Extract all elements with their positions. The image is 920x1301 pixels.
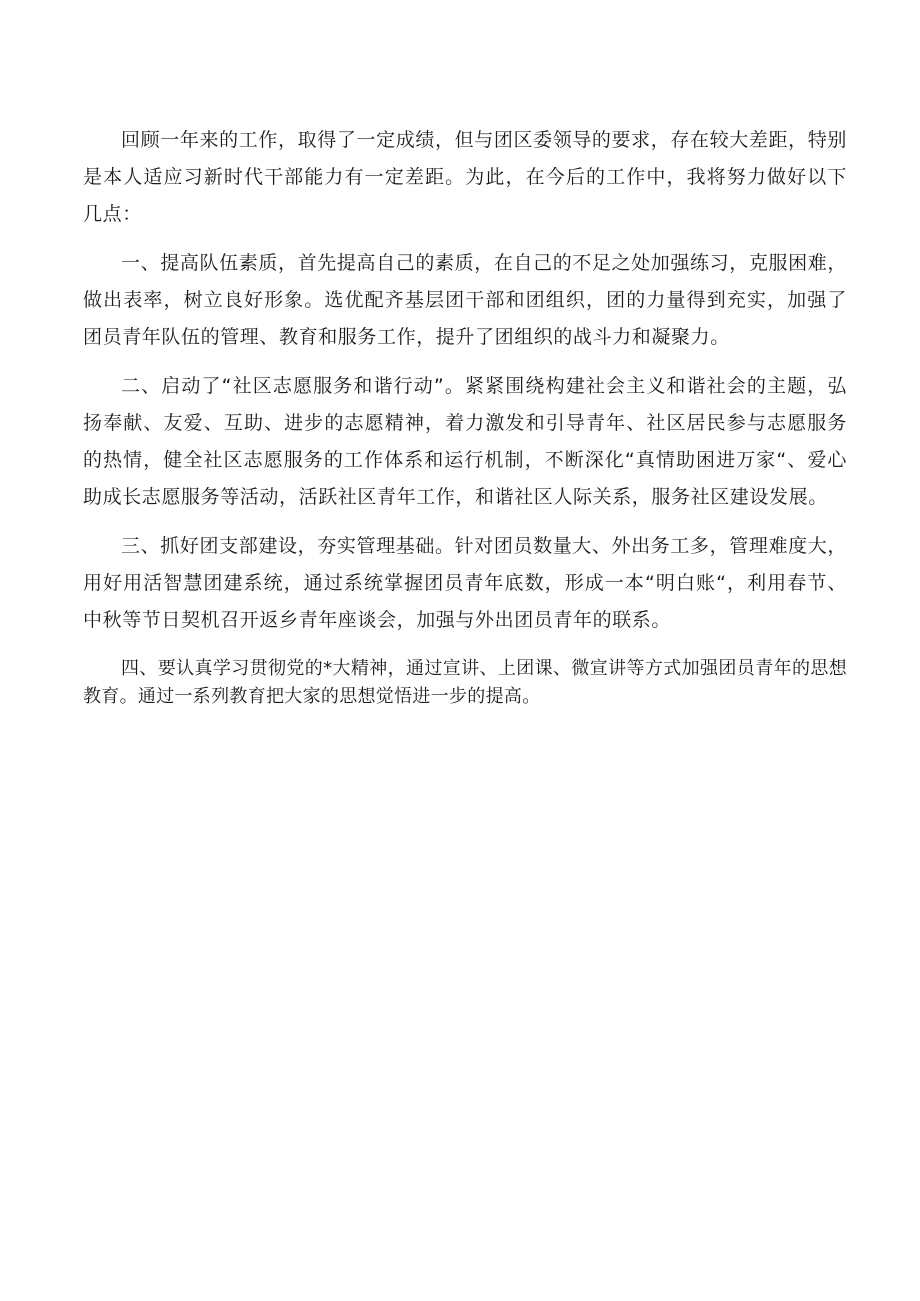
paragraph-point-three: 三、抓好团支部建设，夯实管理基础。针对团员数量大、外出务工多，管理难度大，用好用活智慧团建系统，通过系统掌握团员青年底数，形成一本“明白账“，利用春节、中秋等节日契机召开返乡青年座谈会，加强与外出团员青年的联系。	[83, 535, 847, 631]
paragraph-point-one: 一、提高队伍素质，首先提高自己的素质，在自己的不足之处加强练习，克服困难，做出表率，树立良好形象。选优配齐基层团干部和团组织，团的力量得到充实，加强了团员青年队伍的管理、教育和服务工作，提升了团组织的战斗力和凝聚力。	[83, 252, 847, 348]
paragraph-intro: 回顾一年来的工作，取得了一定成绩，但与团区委领导的要求，存在较大差距，特别是本人适应习新时代干部能力有一定差距。为此，在今后的工作中，我将努力做好以下几点：	[83, 129, 847, 225]
document-body	[83, 122, 847, 711]
paragraph-point-four: 四、要认真学习贯彻党的*大精神，通过宣讲、上团课、微宣讲等方式加强团员青年的思想教育。通过一系列教育把大家的思想觉悟进一步的提高。	[83, 658, 847, 707]
paragraph-point-two: 二、启动了“社区志愿服务和谐行动”。紧紧围绕构建社会主义和谐社会的主题，弘扬奉献、友爱、互助、进步的志愿精神，着力激发和引导青年、社区居民参与志愿服务的热情，健全社区志愿服务的工作体系和运行机制，不断深化“真情助困进万家“、爱心助成长志愿服务等活动，活跃社区青年工作，和谐社区人际关系，服务社区建设发展。	[83, 375, 847, 508]
